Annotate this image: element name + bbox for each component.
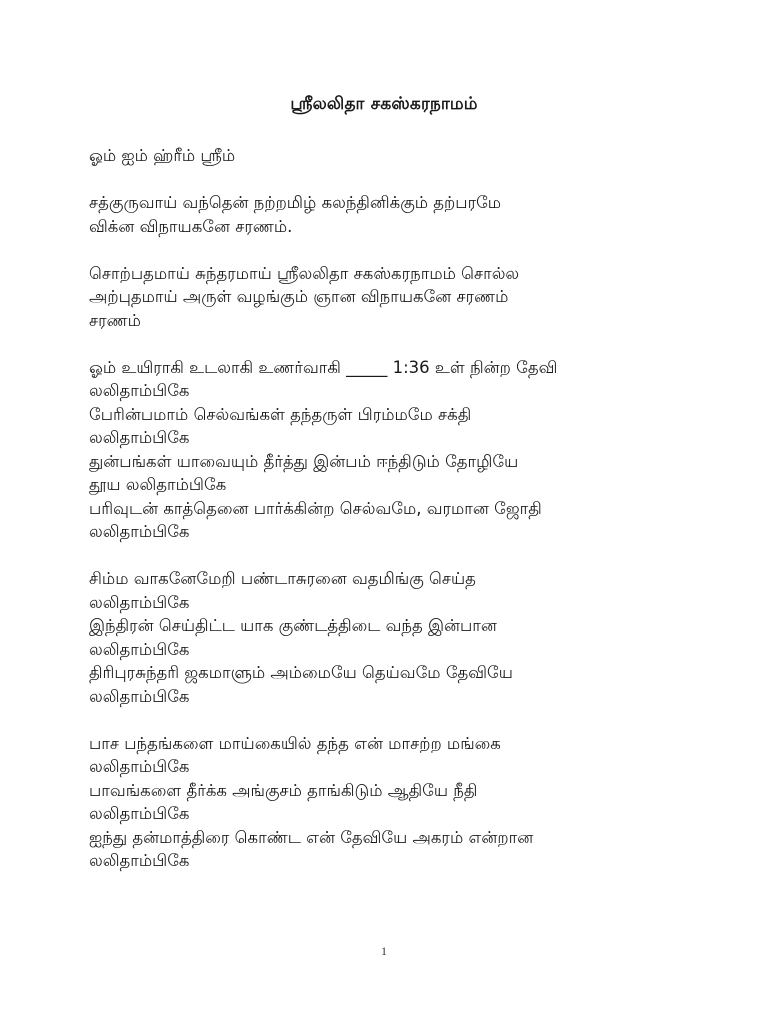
text-line: ஐந்து தன்மாத்திரை கொண்ட என் தேவியே அகரம் என்றான [89, 827, 534, 847]
document-title: ஸ்ரீலலிதா சகஸ்கரநாமம் [290, 94, 478, 114]
text-line: சிம்ம வாகனேமேறி பண்டாசுரனை வதமிங்கு செய்த [89, 569, 476, 588]
text-line: பாவங்களை தீர்க்க அங்குசம் தாங்கிடும் ஆதியே நீதி [89, 780, 478, 800]
paragraph [89, 262, 689, 333]
paragraph [89, 144, 689, 168]
text-line: சொற்பதமாய் சுந்தரமாய் ஸ்ரீலலிதா சகஸ்கரநாமம் சொல்ல [89, 263, 520, 283]
text-line: லலிதாம்பிகே [89, 522, 190, 541]
text-line: ஓம் ஐம் ஹ்ரீம் ஸ்ரீம் [89, 146, 236, 165]
text-line: அற்புதமாய் அருள் வழங்கும் ஞான விநாயகனே சரணம் [89, 287, 509, 306]
text-line: லலிதாம்பிகே [89, 639, 190, 659]
text-line: சரணம் [89, 310, 141, 330]
text-line: இந்திரன் செய்திட்ட யாக குண்டத்திடை வந்த இன்பான [89, 616, 497, 635]
text-line: லலிதாம்பிகே [89, 804, 190, 823]
document-body [89, 144, 689, 896]
text-line: ஓம் உயிராகி உடலாகி உணர்வாகி _____ 1:36 உள் நின்ற தேவி [89, 357, 558, 377]
text-line: லலிதாம்பிகே [89, 592, 190, 612]
paragraph [89, 567, 689, 708]
text-line: பரிவுடன் காத்தெனை பார்க்கின்ற செல்வமே, வரமான ஜோதி [89, 498, 542, 518]
text-line: துன்பங்கள் யாவையும் தீர்த்து இன்பம் ஈந்திடும் தோழியே [89, 451, 519, 471]
text-line: லலிதாம்பிகே [89, 757, 190, 776]
text-line: லலிதாம்பிகே [89, 428, 190, 447]
text-line: லலிதாம்பிகே [89, 686, 190, 706]
text-line: லலிதாம்பிகே [89, 851, 190, 870]
paragraph [89, 732, 689, 873]
text-line: பாச பந்தங்களை மாய்கையில் தந்த என் மாசற்ற மங்கை [89, 733, 501, 753]
text-line: விக்ன விநாயகனே சரணம். [89, 216, 293, 236]
text-line: பேரின்பமாம் செல்வங்கள் தந்தருள் பிரம்மமே சக்தி [89, 404, 472, 424]
text-line: லலிதாம்பிகே [89, 381, 190, 400]
text-line: தூய லலிதாம்பிகே [89, 475, 227, 494]
paragraph [89, 356, 689, 544]
page-number: 1 [381, 944, 387, 958]
text-line: திரிபுரசுந்தரி ஜகமாளும் அம்மையே தெய்வமே தேவியே [89, 663, 513, 682]
paragraph [89, 191, 689, 238]
text-line: சத்குருவாய் வந்தென் நற்றமிழ் கலந்தினிக்கும் தற்பரமே [89, 193, 502, 212]
